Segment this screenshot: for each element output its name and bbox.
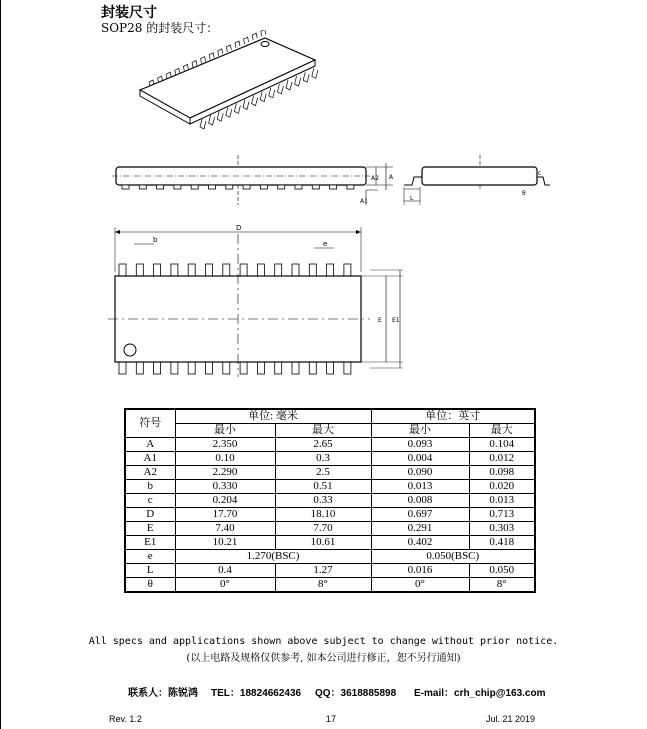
label-c: c [538, 170, 542, 177]
table-row: b 0.330 0.51 0.013 0.020 [125, 480, 535, 494]
label-e: e [323, 240, 328, 248]
header-in-min: 最小 [371, 424, 469, 438]
contact-tel: TEL：18824662436 [211, 688, 302, 699]
table-row: e 1.270(BSC) 0.050(BSC) [125, 550, 535, 564]
table-row: E 7.40 7.70 0.291 0.303 [125, 522, 535, 536]
contact-qq: QQ：3618885898 [315, 688, 397, 699]
header-in-max: 最大 [469, 424, 535, 438]
table-row: A2 2.290 2.5 0.090 0.098 [125, 466, 535, 480]
label-A1: A1 [360, 198, 368, 205]
footer-revision: Rev. 1.2 [109, 714, 142, 724]
notice-chinese: (以上电路及规格仅供参考, 如本公司进行修正，恕不另行通知) [186, 653, 461, 664]
contact-email: E-mail：crh_chip@163.com [414, 688, 546, 699]
notice-english: All specs and applications shown above subject to change without prior notice. [88, 636, 559, 647]
page-left-border [0, 0, 1, 729]
contact-person: 联系人：陈锐鸿 [128, 688, 198, 699]
header-unit-inch: 单位：英寸 [371, 409, 535, 424]
end-view-drawing [400, 155, 550, 210]
label-E1: E1 [392, 317, 400, 324]
label-E: E [378, 317, 382, 324]
label-A: A [389, 174, 394, 181]
table-row: A1 0.10 0.3 0.004 0.012 [125, 452, 535, 466]
section-title: 封装尺寸 [101, 5, 157, 21]
header-symbol: 符号 [125, 409, 175, 438]
label-theta: θ [522, 190, 526, 197]
package-subtitle: SOP28 的封装尺寸： [101, 21, 219, 35]
package-3d-drawing [130, 30, 330, 135]
header-mm-max: 最大 [275, 424, 371, 438]
table-row: L 0.4 1.27 0.016 0.050 [125, 564, 535, 578]
side-view-drawing [108, 155, 408, 210]
header-unit-mm: 单位: 毫米 [175, 409, 371, 424]
table-row: A 2.350 2.65 0.093 0.104 [125, 438, 535, 452]
table-row: c 0.204 0.33 0.008 0.013 [125, 494, 535, 508]
dimension-table [124, 408, 536, 593]
label-b: b [153, 236, 158, 244]
table-row: D 17.70 18.10 0.697 0.713 [125, 508, 535, 522]
label-A2: A2 [371, 175, 379, 182]
footer-page-number: 17 [326, 714, 337, 724]
footer-date: Jul. 21 2019 [486, 714, 536, 724]
label-D: D [236, 224, 242, 232]
table-row: θ 0° 8° 0° 8° [125, 578, 535, 593]
top-view-drawing [108, 222, 408, 382]
label-L: L [410, 195, 414, 202]
table-row: E1 10.21 10.61 0.402 0.418 [125, 536, 535, 550]
header-mm-min: 最小 [175, 424, 275, 438]
